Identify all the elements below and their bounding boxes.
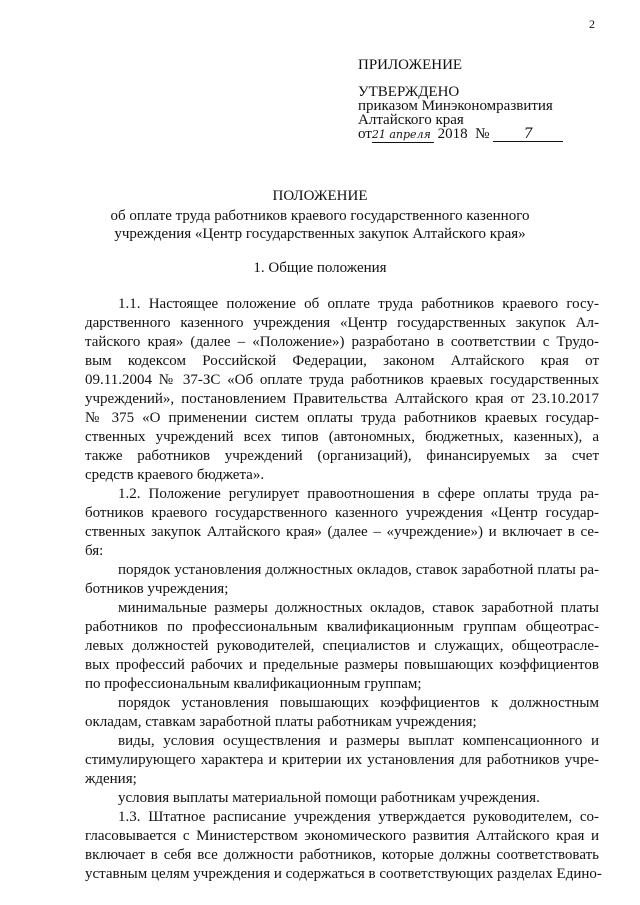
body-line: ждения; xyxy=(85,771,137,787)
order-line-2: Алтайского края xyxy=(358,112,464,128)
body-line: 1.2. Положение регулирует правоотношения в сфере оплаты труда ра- xyxy=(118,486,599,502)
order-line-1: приказом Минэкономразвития xyxy=(358,98,553,114)
document-title: ПОЛОЖЕНИЕ xyxy=(272,188,368,204)
body-line: учреждений», постановлением Правительства Алтайского края от 23.10.2017 xyxy=(85,391,599,407)
page-number: 2 xyxy=(589,17,595,31)
handwritten-date: 21 апреля xyxy=(372,128,434,143)
number-label: № xyxy=(475,126,490,142)
body-line: 09.11.2004 № 37-ЗС «Об оплате труда работников краевых государственных xyxy=(85,372,599,388)
date-prefix: от xyxy=(358,126,372,142)
body-line: уставным целям учреждения и содержаться в соответствующих разделах Едино- xyxy=(85,866,602,882)
body-line: № 375 «О применении систем оплаты труда работников краевых государ- xyxy=(85,410,599,426)
body-line: левых должностей руководителей, специалистов и служащих, общеотрасле- xyxy=(85,638,599,654)
body-line: ственных закупок Алтайского края» (далее – «учреждение») и включает в се- xyxy=(85,524,599,540)
body-line: минимальные размеры должностных окладов, ставок заработной платы xyxy=(118,600,599,616)
body-line: порядок установления должностных окладов, ставок заработной платы ра- xyxy=(118,562,599,578)
body-line: 1.1. Настоящее положение об оплате труда работников краевого госу- xyxy=(118,296,599,312)
body-line: работников по профессиональным квалификационным группам общеотрас- xyxy=(85,619,599,635)
body-line: тайского края» (далее – «Положение») разработано в соответствии с Трудо- xyxy=(85,334,599,350)
body-line: по профессиональным квалификационным группам; xyxy=(85,676,422,692)
body-line: условия выплаты материальной помощи работникам учреждения. xyxy=(118,790,540,806)
document-subtitle-line-2: учреждения «Центр государственных закупок Алтайского края» xyxy=(114,226,526,242)
appendix-label: ПРИЛОЖЕНИЕ xyxy=(358,57,463,73)
body-line: стимулирующего характера и критерии их установления для работников учре- xyxy=(85,752,599,768)
body-line: гласовывается с Министерством экономического развития Алтайского края и xyxy=(85,828,599,844)
document-subtitle-line-1: об оплате труда работников краевого государственного казенного xyxy=(110,208,530,224)
order-date-line xyxy=(358,127,563,143)
handwritten-number: 7 xyxy=(493,127,563,142)
body-line: окладам, ставкам заработной платы работникам учреждения; xyxy=(85,714,477,730)
body-line: порядок установления повышающих коэффициентов к должностным xyxy=(118,695,599,711)
body-line: виды, условия осуществления и размеры выплат компенсационного и xyxy=(118,733,599,749)
body-line: дарственного казенного учреждения «Центр государственных закупок Ал- xyxy=(85,315,599,331)
body-line: ботников краевого государственного казенного учреждения «Центр государ- xyxy=(85,505,599,521)
body-line: ботников учреждения; xyxy=(85,581,229,597)
body-line: средств краевого бюджета». xyxy=(85,467,265,483)
approved-label: УТВЕРЖДЕНО xyxy=(358,84,460,100)
body-line: вых профессий рабочих и предельные размеры повышающих коэффициентов xyxy=(85,657,599,673)
body-line: включает в себя все должности работников, которые должны соответствовать xyxy=(85,847,599,863)
order-year: 2018 xyxy=(437,126,468,142)
body-line: вым кодексом Российской Федерации, законом Алтайского края от xyxy=(85,353,599,369)
body-line: 1.3. Штатное расписание учреждения утверждается руководителем, со- xyxy=(118,809,599,825)
body-line: ственных учреждений всех типов (автономных, бюджетных, казенных), а xyxy=(85,429,599,445)
section-title: 1. Общие положения xyxy=(253,260,387,276)
body-line: также работников учреждений (организаций), финансируемых за счет xyxy=(85,448,599,464)
body-line: бя: xyxy=(85,543,104,559)
